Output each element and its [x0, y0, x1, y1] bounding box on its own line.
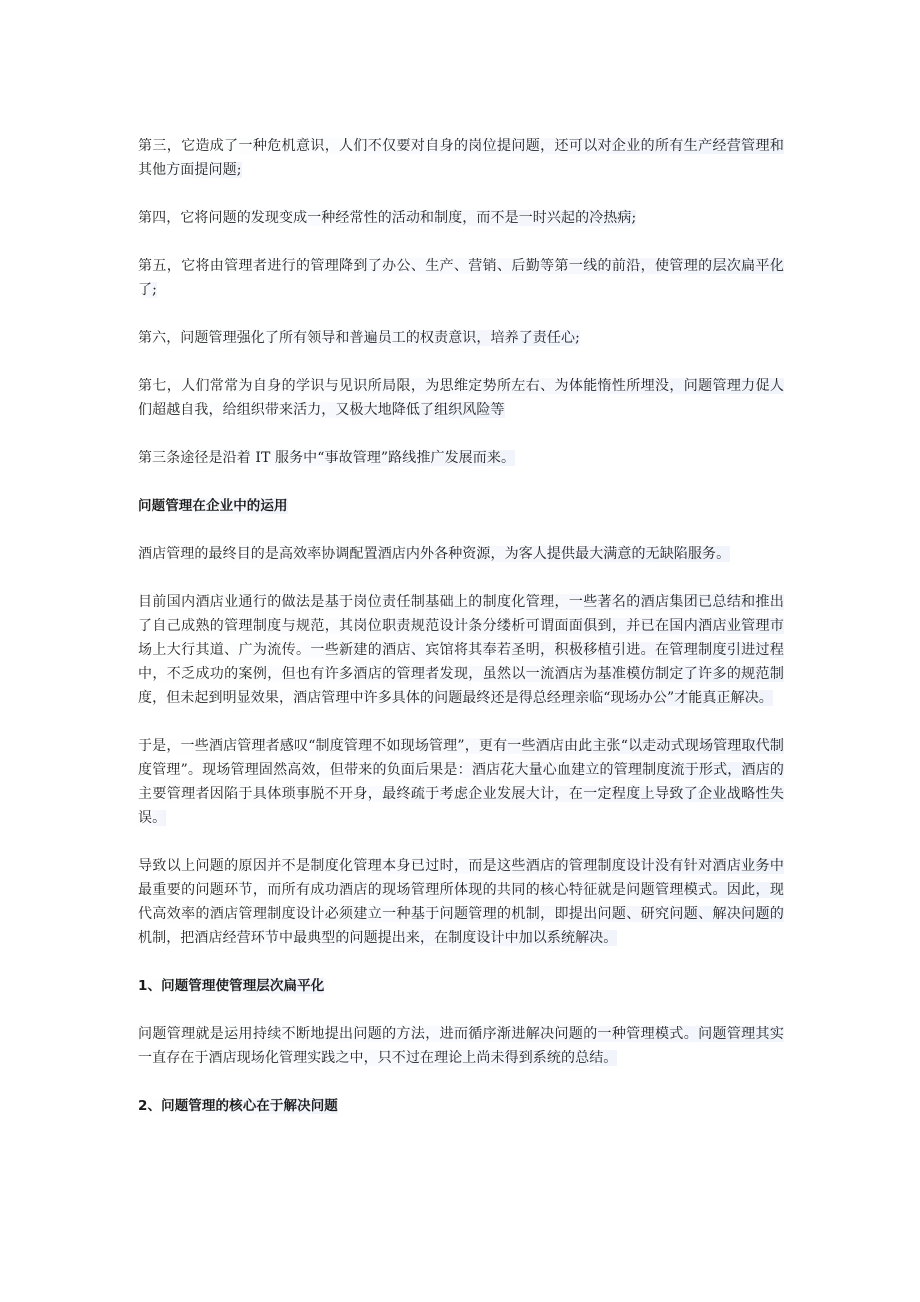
section-heading — [138, 1094, 784, 1118]
paragraph-text: 第五，它将由管理者进行的管理降到了办公、生产、营销、后勤等第一线的前沿，使管理的层次扁平化了; — [138, 258, 784, 298]
paragraph — [138, 134, 784, 182]
paragraph-text: 第四，它将问题的发现变成一种经常性的活动和制度，而不是一时兴起的冷热病; — [138, 210, 637, 226]
paragraph — [138, 1022, 784, 1070]
paragraph — [138, 374, 784, 422]
paragraph-text: 第三条途径是沿着 IT 服务中“事故管理”路线推广发展而来。 — [138, 450, 516, 466]
section-heading — [138, 974, 784, 998]
paragraph — [138, 854, 784, 950]
paragraph-text: 酒店管理的最终目的是高效率协调配置酒店内外各种资源，为客人提供最大满意的无缺陷服务。 — [138, 546, 731, 562]
paragraph — [138, 734, 784, 830]
paragraph-text: 问题管理就是运用持续不断地提出问题的方法，进而循序渐进解决问题的一种管理模式。问题管理其实一直存在于酒店现场化管理实践之中，只不过在理论上尚未得到系统的总结。 — [138, 1026, 784, 1066]
paragraph-text: 第三，它造成了一种危机意识，人们不仅要对自身的岗位提问题，还可以对企业的所有生产经营管理和其他方面提问题; — [138, 138, 784, 178]
paragraph-text: 第七，人们常常为自身的学识与见识所局限，为思维定势所左右、为体能惰性所埋没，问题管理力促人们超越自我，给组织带来活力，又极大地降低了组织风险等 — [138, 378, 784, 418]
section-heading-text: 2、问题管理的核心在于解决问题 — [138, 1098, 338, 1114]
section-heading — [138, 494, 784, 518]
document-body — [138, 134, 784, 1142]
paragraph — [138, 542, 784, 566]
section-heading-text: 问题管理在企业中的运用 — [138, 498, 288, 514]
section-heading-text: 1、问题管理使管理层次扁平化 — [138, 978, 325, 994]
paragraph — [138, 446, 784, 470]
paragraph-text: 于是，一些酒店管理者感叹“制度管理不如现场管理”，更有一些酒店由此主张“以走动式现场管理取代制度管理”。现场管理固然高效，但带来的负面后果是：酒店花大量心血建立的管理制度流于形式，酒店的主要管理者因陷于具体琐事脱不开身，最终疏于考虑企业发展大计，在一定程度上导致了企业战略性失误。 — [138, 738, 784, 826]
paragraph — [138, 206, 784, 230]
paragraph-text: 第六，问题管理强化了所有领导和普遍员工的权责意识，培养了责任心; — [138, 330, 580, 346]
paragraph-text: 导致以上问题的原因并不是制度化管理本身已过时，而是这些酒店的管理制度设计没有针对酒店业务中最重要的问题环节，而所有成功酒店的现场管理所体现的共同的核心特征就是问题管理模式。因此，现代高效率的酒店管理制度设计必须建立一种基于问题管理的机制，即提出问题、研究问题、解决问题的机制，把酒店经营环节中最典型的问题提出来，在制度设计中加以系统解决。 — [138, 858, 784, 946]
paragraph — [138, 590, 784, 710]
paragraph-text: 目前国内酒店业通行的做法是基于岗位责任制基础上的制度化管理，一些著名的酒店集团已总结和推出了自己成熟的管理制度与规范，其岗位职责规范设计条分缕析可谓面面俱到，并已在国内酒店业管理市场上大行其道、广为流传。一些新建的酒店、宾馆将其奉若圣明，积极移植引进。在管理制度引进过程中，不乏成功的案例，但也有许多酒店的管理者发现，虽然以一流酒店为基准模仿制定了许多的规范制度，但未起到明显效果，酒店管理中许多具体的问题最终还是得总经理亲临“现场办公”才能真正解决。 — [138, 594, 784, 706]
paragraph — [138, 254, 784, 302]
paragraph — [138, 326, 784, 350]
